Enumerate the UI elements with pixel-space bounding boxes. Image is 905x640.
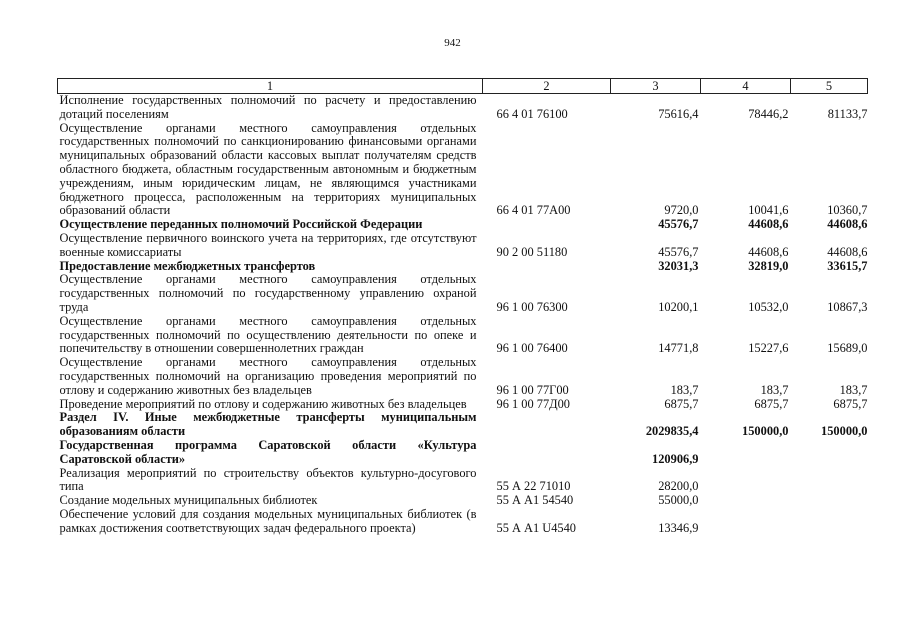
row-code	[483, 218, 611, 232]
table-row	[58, 273, 868, 314]
column-header-1: 1	[58, 79, 483, 94]
row-value-col3: 45576,7	[658, 217, 699, 232]
table-row	[58, 398, 868, 412]
row-value-col4	[701, 439, 791, 467]
column-header-5: 5	[791, 79, 868, 94]
row-value-col5	[791, 439, 868, 467]
row-code	[483, 439, 611, 467]
row-value-col3: 2029835,4	[645, 424, 699, 439]
column-header-2: 2	[483, 79, 611, 94]
column-header-3: 3	[611, 79, 701, 94]
row-description: Проведение мероприятий по отлову и содержанию животных без владельцев	[59, 396, 467, 411]
table-row	[58, 439, 868, 467]
table-row	[58, 467, 868, 495]
row-description: Предоставление межбюджетных трансфертов	[59, 258, 316, 273]
row-value-col4: 32819,0	[748, 258, 789, 273]
row-value-col5: 150000,0	[821, 424, 868, 439]
row-description: Осуществление органами местного самоуправления отдельных государственных полномочий по санкционированию финансовыми органами муниципальных образований области кассовых выплат получателям средств областного бюджета, областным государственным автономным и бюджетным учреждениям, иным юридическим лицам, не являющимся участниками бюджетного процесса, расположенным на территориях муниципальных образований области	[59, 120, 477, 218]
row-code: 66 4 01 77А00	[496, 203, 571, 218]
row-description: Реализация мероприятий по строительству объектов культурно-досугового типа	[59, 465, 477, 494]
row-code	[483, 411, 611, 439]
row-value-col4: 44608,6	[748, 244, 789, 259]
row-value-col3: 55000,0	[658, 493, 699, 508]
row-value-col4: 10041,6	[748, 203, 789, 218]
row-value-col3: 183,7	[670, 382, 699, 397]
row-value-col3: 14771,8	[658, 341, 699, 356]
row-description: Осуществление органами местного самоуправления отдельных государственных полномочий по осуществлению деятельности по опеке и попечительству в отношении совершеннолетних граждан	[59, 313, 477, 356]
row-code: 96 1 00 77Д00	[496, 396, 571, 411]
row-value-col4	[701, 508, 791, 536]
row-value-col5	[791, 467, 868, 495]
row-code: 55 А 22 71010	[496, 479, 571, 494]
row-code: 55 А А1 54540	[496, 493, 574, 508]
row-value-col5: 10867,3	[827, 299, 868, 314]
row-description: Осуществление органами местного самоуправления отдельных государственных полномочий на организацию проведения мероприятий по отлову и содержанию животных без владельцев	[59, 355, 477, 397]
row-value-col5	[791, 494, 868, 508]
table-row	[58, 260, 868, 274]
page-number: 942	[444, 37, 461, 49]
row-value-col5: 183,7	[839, 382, 868, 397]
row-value-col3: 28200,0	[658, 479, 699, 494]
row-code	[483, 260, 611, 274]
table-row	[58, 94, 868, 122]
table-row	[58, 508, 868, 536]
row-value-col4: 15227,6	[748, 341, 789, 356]
row-value-col4: 6875,7	[754, 396, 789, 411]
row-code: 96 1 00 76300	[496, 299, 568, 314]
table-row	[58, 232, 868, 260]
row-code: 96 1 00 77Г00	[496, 382, 569, 397]
table-header-row	[58, 79, 868, 94]
row-value-col5: 6875,7	[833, 396, 868, 411]
row-value-col3: 75616,4	[658, 106, 699, 121]
row-value-col4: 10532,0	[748, 299, 789, 314]
row-value-col4: 78446,2	[748, 106, 789, 121]
row-value-col5: 44608,6	[827, 217, 868, 232]
row-value-col5: 33615,7	[827, 258, 868, 273]
row-value-col5: 15689,0	[827, 341, 868, 356]
row-value-col5: 81133,7	[827, 106, 868, 121]
row-value-col5: 10360,7	[827, 203, 868, 218]
row-code: 66 4 01 76100	[496, 106, 568, 121]
table-row	[58, 218, 868, 232]
row-code: 55 А А1 U4540	[496, 520, 577, 535]
row-value-col5	[791, 508, 868, 536]
row-value-col4	[701, 494, 791, 508]
row-value-col4: 183,7	[760, 382, 789, 397]
row-value-col3: 9720,0	[664, 203, 699, 218]
budget-table-container	[57, 78, 867, 536]
row-description: Осуществление первичного воинского учета на территориях, где отсутствуют военные комиссариаты	[59, 230, 477, 259]
table-row	[58, 122, 868, 219]
row-code: 90 2 00 51180	[496, 244, 568, 259]
row-description: Государственная программа Саратовской области «Культура Саратовской области»	[59, 437, 477, 466]
table-row	[58, 356, 868, 397]
row-code: 96 1 00 76400	[496, 341, 568, 356]
row-description: Создание модельных муниципальных библиотек	[59, 493, 318, 508]
row-description: Осуществление переданных полномочий Российской Федерации	[59, 217, 423, 232]
row-value-col5: 44608,6	[827, 244, 868, 259]
row-value-col3: 120906,9	[652, 451, 699, 466]
row-value-col3: 6875,7	[664, 396, 699, 411]
row-value-col4	[701, 467, 791, 495]
row-value-col3: 10200,1	[658, 299, 699, 314]
column-header-4: 4	[701, 79, 791, 94]
row-value-col4: 150000,0	[742, 424, 789, 439]
table-row	[58, 494, 868, 508]
row-description: Обеспечение условий для создания модельных муниципальных библиотек (в рамках достижения соответствующих задач федерального проекта)	[59, 506, 477, 535]
row-value-col3: 32031,3	[658, 258, 699, 273]
row-value-col4: 44608,6	[748, 217, 789, 232]
row-description: Раздел IV. Иные межбюджетные трансферты муниципальным образованиям области	[59, 410, 477, 439]
budget-table	[57, 78, 868, 536]
table-row	[58, 315, 868, 356]
row-description: Осуществление органами местного самоуправления отдельных государственных полномочий по государственному управлению охраной труда	[59, 272, 477, 314]
table-row	[58, 411, 868, 439]
row-value-col3: 45576,7	[658, 244, 699, 259]
row-value-col3: 13346,9	[658, 520, 699, 535]
row-description: Исполнение государственных полномочий по расчету и предоставлению дотаций поселениям	[59, 93, 477, 121]
